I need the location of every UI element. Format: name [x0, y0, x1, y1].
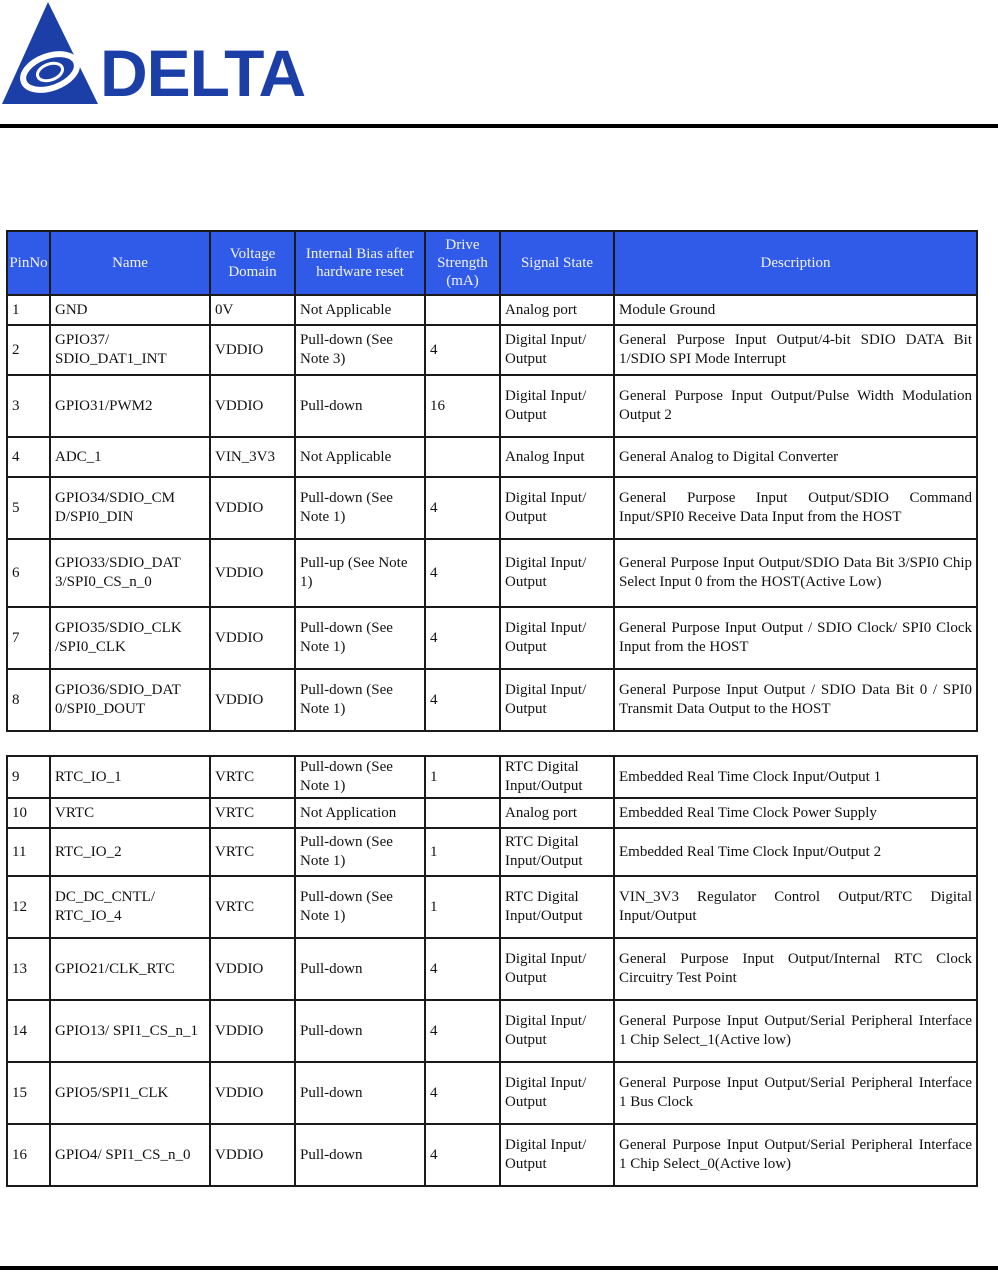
pin-table-part-2: [6, 755, 978, 1187]
cell-pin: 16: [7, 1124, 50, 1186]
cell-voltage: VIN_3V3: [210, 437, 295, 477]
cell-state: Analog Input: [500, 437, 614, 477]
cell-voltage: VRTC: [210, 798, 295, 828]
cell-pin: 1: [7, 295, 50, 325]
cell-bias: Pull-up (See Note 1): [295, 539, 425, 607]
table-row: [7, 477, 977, 539]
cell-description: General Purpose Input Output / SDIO Clock/ SPI0 Clock Input from the HOST: [614, 607, 977, 669]
cell-description: General Purpose Input Output/Serial Peripheral Interface 1 Chip Select_1(Active low): [614, 1000, 977, 1062]
cell-state: RTC Digital Input/Output: [500, 756, 614, 798]
cell-pin: 14: [7, 1000, 50, 1062]
cell-drive: 4: [425, 539, 500, 607]
cell-bias: Pull-down (See Note 1): [295, 876, 425, 938]
cell-description: Embedded Real Time Clock Input/Output 2: [614, 828, 977, 876]
header-divider: [0, 124, 998, 128]
cell-pin: 2: [7, 325, 50, 375]
delta-logo: [0, 0, 320, 110]
cell-description: Embedded Real Time Clock Input/Output 1: [614, 756, 977, 798]
cell-pin: 13: [7, 938, 50, 1000]
table-row: [7, 325, 977, 375]
cell-state: Digital Input/ Output: [500, 1000, 614, 1062]
cell-description: General Purpose Input Output/Serial Peripheral Interface 1 Chip Select_0(Active low): [614, 1124, 977, 1186]
pin-table-part-1: [6, 230, 978, 732]
cell-drive: 16: [425, 375, 500, 437]
cell-name: RTC_IO_1: [50, 756, 210, 798]
cell-name: DC_DC_CNTL/ RTC_IO_4: [50, 876, 210, 938]
cell-voltage: VDDIO: [210, 938, 295, 1000]
cell-drive: [425, 798, 500, 828]
cell-name: GPIO31/PWM2: [50, 375, 210, 437]
column-header-voltage: Voltage Domain: [210, 231, 295, 295]
column-header-pinno: PinNo: [7, 231, 50, 295]
cell-pin: 8: [7, 669, 50, 731]
cell-voltage: VRTC: [210, 756, 295, 798]
cell-state: Digital Input/ Output: [500, 477, 614, 539]
delta-triangle-icon: [0, 0, 110, 110]
cell-state: Digital Input/ Output: [500, 539, 614, 607]
table-row: [7, 669, 977, 731]
cell-state: Digital Input/ Output: [500, 607, 614, 669]
cell-description: General Purpose Input Output/Pulse Width Modulation Output 2: [614, 375, 977, 437]
cell-name: GPIO37/ SDIO_DAT1_INT: [50, 325, 210, 375]
cell-name: RTC_IO_2: [50, 828, 210, 876]
cell-voltage: VDDIO: [210, 375, 295, 437]
cell-drive: [425, 295, 500, 325]
cell-voltage: VDDIO: [210, 325, 295, 375]
cell-bias: Pull-down (See Note 1): [295, 756, 425, 798]
cell-drive: 4: [425, 477, 500, 539]
cell-description: VIN_3V3 Regulator Control Output/RTC Digital Input/Output: [614, 876, 977, 938]
cell-bias: Pull-down: [295, 938, 425, 1000]
cell-bias: Pull-down (See Note 3): [295, 325, 425, 375]
cell-drive: 1: [425, 876, 500, 938]
cell-description: Embedded Real Time Clock Power Supply: [614, 798, 977, 828]
cell-pin: 4: [7, 437, 50, 477]
cell-name: VRTC: [50, 798, 210, 828]
cell-pin: 15: [7, 1062, 50, 1124]
cell-state: RTC Digital Input/Output: [500, 876, 614, 938]
cell-name: ADC_1: [50, 437, 210, 477]
cell-state: Digital Input/ Output: [500, 375, 614, 437]
cell-voltage: VDDIO: [210, 607, 295, 669]
cell-bias: Pull-down (See Note 1): [295, 477, 425, 539]
cell-description: Module Ground: [614, 295, 977, 325]
cell-drive: 4: [425, 325, 500, 375]
cell-bias: Not Application: [295, 798, 425, 828]
column-header-name: Name: [50, 231, 210, 295]
cell-bias: Pull-down (See Note 1): [295, 607, 425, 669]
cell-drive: 4: [425, 1062, 500, 1124]
cell-drive: 4: [425, 669, 500, 731]
cell-state: Analog port: [500, 798, 614, 828]
cell-voltage: 0V: [210, 295, 295, 325]
column-header-drive: Drive Strength (mA): [425, 231, 500, 295]
cell-bias: Not Applicable: [295, 437, 425, 477]
cell-voltage: VDDIO: [210, 477, 295, 539]
footer-divider: [0, 1266, 998, 1270]
cell-state: Digital Input/ Output: [500, 669, 614, 731]
table-row: [7, 938, 977, 1000]
table-row: [7, 1062, 977, 1124]
cell-voltage: VRTC: [210, 828, 295, 876]
cell-bias: Pull-down (See Note 1): [295, 828, 425, 876]
cell-description: General Purpose Input Output/4-bit SDIO DATA Bit 1/SDIO SPI Mode Interrupt: [614, 325, 977, 375]
cell-description: General Analog to Digital Converter: [614, 437, 977, 477]
cell-drive: 4: [425, 1124, 500, 1186]
table-row: [7, 437, 977, 477]
cell-description: General Purpose Input Output / SDIO Data Bit 0 / SPI0 Transmit Data Output to the HOST: [614, 669, 977, 731]
cell-voltage: VDDIO: [210, 1124, 295, 1186]
cell-pin: 3: [7, 375, 50, 437]
cell-voltage: VRTC: [210, 876, 295, 938]
cell-drive: 1: [425, 756, 500, 798]
table-header-row: [7, 231, 977, 295]
cell-name: GPIO13/ SPI1_CS_n_1: [50, 1000, 210, 1062]
cell-drive: 4: [425, 607, 500, 669]
cell-pin: 6: [7, 539, 50, 607]
cell-drive: [425, 437, 500, 477]
table-row: [7, 539, 977, 607]
cell-name: GPIO33/SDIO_DAT 3/SPI0_CS_n_0: [50, 539, 210, 607]
cell-voltage: VDDIO: [210, 1062, 295, 1124]
cell-name: GND: [50, 295, 210, 325]
column-header-state: Signal State: [500, 231, 614, 295]
cell-pin: 12: [7, 876, 50, 938]
cell-description: General Purpose Input Output/SDIO Command Input/SPI0 Receive Data Input from the HOST: [614, 477, 977, 539]
table-row: [7, 798, 977, 828]
cell-state: Analog port: [500, 295, 614, 325]
cell-description: General Purpose Input Output/Internal RTC Clock Circuitry Test Point: [614, 938, 977, 1000]
column-header-description: Description: [614, 231, 977, 295]
cell-pin: 11: [7, 828, 50, 876]
cell-pin: 5: [7, 477, 50, 539]
cell-description: General Purpose Input Output/Serial Peripheral Interface 1 Bus Clock: [614, 1062, 977, 1124]
cell-pin: 10: [7, 798, 50, 828]
cell-voltage: VDDIO: [210, 539, 295, 607]
brand-wordmark: DELTA: [100, 36, 306, 110]
cell-state: RTC Digital Input/Output: [500, 828, 614, 876]
cell-drive: 4: [425, 938, 500, 1000]
cell-bias: Pull-down: [295, 375, 425, 437]
cell-state: Digital Input/ Output: [500, 938, 614, 1000]
column-header-bias: Internal Bias after hardware reset: [295, 231, 425, 295]
cell-pin: 9: [7, 756, 50, 798]
cell-voltage: VDDIO: [210, 1000, 295, 1062]
cell-state: Digital Input/ Output: [500, 1062, 614, 1124]
cell-bias: Pull-down: [295, 1124, 425, 1186]
cell-name: GPIO36/SDIO_DAT 0/SPI0_DOUT: [50, 669, 210, 731]
cell-pin: 7: [7, 607, 50, 669]
cell-state: Digital Input/ Output: [500, 325, 614, 375]
cell-description: General Purpose Input Output/SDIO Data Bit 3/SPI0 Chip Select Input 0 from the HOST(Active Low): [614, 539, 977, 607]
cell-bias: Not Applicable: [295, 295, 425, 325]
table-row: [7, 607, 977, 669]
cell-name: GPIO4/ SPI1_CS_n_0: [50, 1124, 210, 1186]
cell-name: GPIO5/SPI1_CLK: [50, 1062, 210, 1124]
cell-bias: Pull-down: [295, 1000, 425, 1062]
table-row: [7, 756, 977, 798]
cell-voltage: VDDIO: [210, 669, 295, 731]
cell-bias: Pull-down: [295, 1062, 425, 1124]
cell-drive: 1: [425, 828, 500, 876]
cell-drive: 4: [425, 1000, 500, 1062]
cell-name: GPIO34/SDIO_CM D/SPI0_DIN: [50, 477, 210, 539]
cell-name: GPIO21/CLK_RTC: [50, 938, 210, 1000]
table-row: [7, 1000, 977, 1062]
table-row: [7, 828, 977, 876]
cell-name: GPIO35/SDIO_CLK /SPI0_CLK: [50, 607, 210, 669]
cell-state: Digital Input/ Output: [500, 1124, 614, 1186]
table-row: [7, 375, 977, 437]
table-row: [7, 876, 977, 938]
table-row: [7, 295, 977, 325]
table-row: [7, 1124, 977, 1186]
cell-bias: Pull-down (See Note 1): [295, 669, 425, 731]
